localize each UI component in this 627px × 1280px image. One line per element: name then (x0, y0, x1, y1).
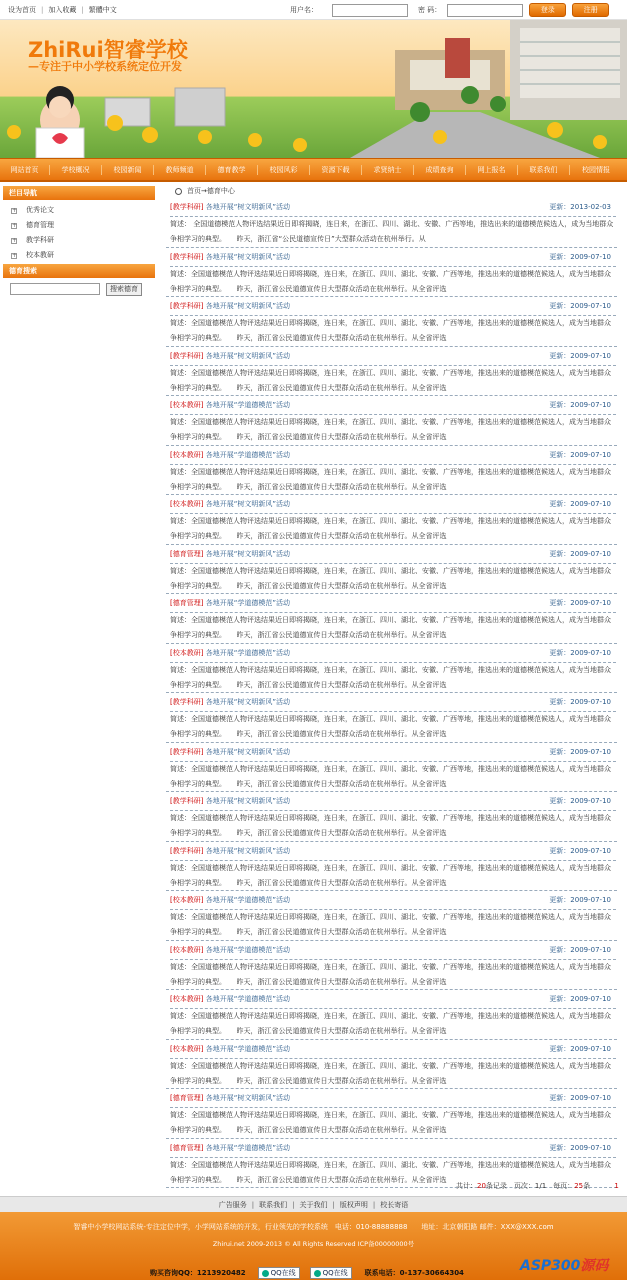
article-summary: 简述：全国道德模范人物评选结果近日即将揭晓，连日来，在浙江、四川、湖北、安徽、广西等地，推选出来的道德模范候选人，成为当地群众争相学习的典型。 昨天，浙江省公民道德宣传日大型群众活动在杭州举行。从全省评选 (170, 612, 616, 643)
article-title-link[interactable] (170, 796, 290, 806)
password-label: 密 码： (418, 6, 442, 14)
article-summary: 简述：全国道德模范人物评选结果近日即将揭晓，连日来，在浙江、四川、湖北、安徽、广西等地，推选出来的道德模范候选人，成为当地群众争相学习的典型。 昨天，浙江省公民道德宣传日大型群众活动在杭州举行。从全省评选 (170, 414, 616, 445)
pager-per-page: 25 (574, 1182, 584, 1190)
article-date: 更新：2009-07-10 (549, 302, 611, 310)
article-category[interactable]: [德育管理] (170, 1094, 204, 1102)
contact-phone: 联系电话：0-137-30664304 (364, 1269, 464, 1277)
article-title-link[interactable] (170, 846, 290, 856)
article-category[interactable]: [教学科研] (170, 797, 204, 805)
article-summary: 简述：全国道德模范人物评选结果近日即将揭晓，连日来，在浙江、四川、湖北、安徽、广西等地，推选出来的道德模范候选人，成为当地群众争相学习的典型。 昨天，浙江省公民道德宣传日大型群众活动在杭州举行。从全省评选 (170, 959, 616, 990)
article-title-link[interactable] (170, 202, 290, 212)
qq-online-button-2[interactable] (310, 1267, 352, 1279)
password-input[interactable] (447, 4, 523, 17)
article-title-link[interactable] (170, 648, 290, 658)
main-content (166, 184, 617, 1188)
sidebar-item-moral[interactable] (3, 218, 155, 233)
top-bar (0, 0, 627, 20)
footer-links (0, 1196, 627, 1212)
article-date: 更新：2009-07-10 (549, 599, 611, 607)
plus-icon: + (12, 221, 18, 229)
article-summary: 简述：全国道德模范人物评选结果近日即将揭晓，连日来，在浙江、四川、湖北、安徽、广西等地，推选出来的道德模范候选人，成为当地群众争相学习的典型。 昨天，浙江省公民道德宣传日大型群众活动在杭州举行。从全省评选 (170, 513, 616, 544)
pager-per-page-label: 条 (583, 1182, 591, 1190)
article-title[interactable]: 各地开展“树文明新风”活动 (205, 797, 290, 805)
article-summary: 简述：全国道德模范人物评选结果近日即将揭晓，连日来，在浙江、四川、湖北、安徽、广西等地，推选出来的道德模范候选人，成为当地群众争相学习的典型。 昨天，浙江省公民道德宣传日大型群众活动在杭州举行。从全省评选 (170, 1107, 616, 1138)
school-logo: ZhiRui智睿学校 (28, 38, 188, 62)
article-title-link[interactable] (170, 697, 290, 707)
qq-label: 购买咨询QQ：1213920482 (150, 1269, 246, 1277)
login-bar (290, 2, 609, 18)
article-item (166, 990, 617, 1040)
sidebar-item-papers[interactable] (3, 203, 155, 218)
register-button[interactable]: 注册 (572, 3, 609, 17)
asp300-logo (520, 1255, 608, 1275)
article-item (166, 297, 617, 347)
nav-campus-style[interactable]: 校园风彩 (258, 165, 310, 175)
article-summary: 简述：全国道德模范人物评选结果近日即将揭晓，连日来，在浙江、四川、湖北、安徽、广西等地，推选出来的道德模范候选人，成为当地群众争相学习的典型。 昨天，浙江省公民道德宣传日大型群众活动在杭州举行。从全省评选 (170, 711, 616, 742)
main-nav (0, 158, 627, 182)
article-item (166, 545, 617, 595)
article-summary: 简述： 全国道德模范人物评选结果近日即将揭晓，连日来，在浙江、四川、湖北、安徽、广西等地，推选出来的道德模范候选人，成为当地群众争相学习的典型。 昨天，浙江省“公民道德宣传日”大型群众活动在杭州举行。从 (170, 216, 616, 247)
sidebar-item-label: 优秀论文 (26, 206, 54, 214)
username-label: 用户名： (290, 6, 318, 14)
article-category[interactable]: [校本教研] (170, 450, 204, 459)
article-item (166, 644, 617, 694)
article-category[interactable]: [德育管理] (170, 599, 204, 607)
nav-school-overview[interactable]: 学校概况 (50, 165, 102, 175)
article-summary: 简述：全国道德模范人物评选结果近日即将揭晓，连日来，在浙江、四川、湖北、安徽、广西等地，推选出来的道德模范候选人，成为当地群众争相学习的典型。 昨天，浙江省公民道德宣传日大型群众活动在杭州举行。从全省评选 (170, 1058, 616, 1089)
set-homepage-link[interactable]: 设为首页 (8, 6, 36, 14)
login-button[interactable]: 登录 (529, 3, 566, 17)
footer-contact (150, 1267, 464, 1279)
article-title-link[interactable] (170, 450, 290, 460)
article-date: 更新：2009-07-10 (549, 896, 611, 904)
article-category[interactable]: [教学科研] (170, 351, 204, 360)
article-category[interactable]: [校本教研] (170, 945, 204, 954)
article-item (166, 842, 617, 892)
article-category[interactable]: [教学科研] (170, 747, 204, 756)
footer-link-contact[interactable]: 联系我们 (259, 1200, 288, 1209)
sidebar-item-schoolbased[interactable] (3, 248, 155, 263)
add-favorite-link[interactable]: 加入收藏 (48, 6, 77, 14)
nav-moral-teaching[interactable]: 德育教学 (206, 165, 258, 175)
sidebar (3, 186, 155, 300)
qq-button-label: QQ在线 (270, 1269, 296, 1277)
article-title-link[interactable] (170, 598, 290, 608)
article-item (166, 396, 617, 446)
plus-icon: + (12, 251, 18, 259)
sidebar-item-research[interactable] (3, 233, 155, 248)
article-item (166, 198, 617, 248)
nav-campus-info[interactable]: 校园情报 (582, 166, 610, 174)
article-title-link[interactable] (170, 1044, 290, 1054)
article-category[interactable]: [教学科研] (170, 846, 204, 855)
article-date: 更新：2009-07-10 (549, 252, 611, 261)
article-summary: 简述：全国道德模范人物评选结果近日即将揭晓，连日来，在浙江、四川、湖北、安徽、广西等地，推选出来的道德模范候选人，成为当地群众争相学习的典型。 昨天，浙江省公民道德宣传日大型群众活动在杭州举行。从全省评选 (170, 662, 616, 693)
article-summary: 简述：全国道德模范人物评选结果近日即将揭晓，连日来，在浙江、四川、湖北、安徽、广西等地，推选出来的道德模范候选人，成为当地群众争相学习的典型。 昨天，浙江省公民道德宣传日大型群众活动在杭州举行。从全省评选 (170, 860, 616, 891)
sidebar-item-label: 校本教研 (26, 251, 54, 259)
article-date: 更新：2009-07-10 (549, 1044, 611, 1053)
article-summary: 简述：全国道德模范人物评选结果近日即将揭晓，连日来，在浙江、四川、湖北、安徽、广西等地，推选出来的道德模范候选人，成为当地群众争相学习的典型。 昨天，浙江省公民道德宣传日大型群众活动在杭州举行。从全省评选 (170, 909, 616, 940)
sidebar-search (3, 278, 155, 300)
search-button[interactable]: 搜索德育 (106, 283, 142, 296)
article-title-link[interactable] (170, 549, 290, 559)
pager-page-link[interactable]: 1 (614, 1182, 619, 1190)
article-category[interactable]: [校本教研] (170, 401, 204, 409)
article-date: 更新：2009-07-10 (549, 698, 611, 706)
article-title-link[interactable] (170, 301, 290, 311)
footer-copyright: Zhirui.net 2009-2013 © All Rights Reserved ICP备00000000号 (212, 1240, 415, 1248)
article-title[interactable]: 各地开展“学道德模范”活动 (205, 599, 290, 607)
separator: | (292, 1200, 295, 1209)
qq-online-button[interactable] (258, 1267, 300, 1279)
article-date: 更新：2009-07-10 (549, 351, 611, 360)
article-item (166, 248, 617, 298)
nav-grade-query[interactable]: 成绩查询 (414, 165, 466, 175)
plus-icon: + (12, 206, 18, 214)
breadcrumb (166, 184, 617, 198)
pager-total: 20 (477, 1182, 486, 1190)
nav-recruitment[interactable]: 求贤纳士 (362, 165, 414, 175)
article-title[interactable]: 各地开展“学道德模范”活动 (205, 450, 290, 459)
article-date: 更新：2009-07-10 (549, 648, 611, 657)
plus-icon: + (12, 236, 18, 244)
article-date: 更新：2009-07-10 (549, 846, 611, 855)
article-title-link[interactable] (170, 252, 290, 262)
footer-link-principal[interactable]: 校长寄语 (380, 1200, 409, 1209)
search-input[interactable] (10, 283, 100, 295)
article-item (166, 594, 617, 644)
article-date: 更新：2009-07-10 (549, 1143, 611, 1152)
article-title[interactable]: 各地开展“树文明新风”活动 (205, 203, 290, 211)
article-list (166, 198, 617, 1188)
article-title[interactable]: 各地开展“树文明新风”活动 (205, 698, 290, 706)
article-summary: 简述：全国道德模范人物评选结果近日即将揭晓，连日来，在浙江、四川、湖北、安徽、广西等地，推选出来的道德模范候选人，成为当地群众争相学习的典型。 昨天，浙江省公民道德宣传日大型群众活动在杭州举行。从全省评选 (170, 810, 616, 841)
article-date: 更新：2009-07-10 (549, 549, 611, 558)
article-item (166, 446, 617, 496)
qq-button-label: QQ在线 (322, 1269, 348, 1277)
nav-online-enroll[interactable]: 网上报名 (466, 165, 518, 175)
article-title-link[interactable] (170, 747, 290, 757)
circle-icon (175, 188, 182, 195)
article-title-link[interactable] (170, 895, 290, 905)
article-date: 更新：2013-02-03 (549, 203, 611, 211)
separator: | (81, 6, 84, 14)
username-input[interactable] (332, 4, 408, 17)
article-category[interactable]: [校本教研] (170, 648, 204, 657)
separator: | (372, 1200, 376, 1209)
article-title[interactable]: 各地开展“树文明新风”活动 (205, 549, 290, 558)
sidebar-nav-title: 栏目导航 (3, 186, 155, 200)
article-summary: 简述：全国道德模范人物评选结果近日即将揭晓，连日来，在浙江、四川、湖北、安徽、广西等地，推选出来的道德模范候选人，成为当地群众争相学习的典型。 昨天，浙江省公民道德宣传日大型群众活动在杭州举行。从全省评选 (170, 266, 616, 297)
qq-icon (314, 1270, 321, 1277)
article-date: 更新：2009-07-10 (549, 401, 611, 409)
article-title[interactable]: 各地开展“学道德模范”活动 (205, 995, 290, 1003)
top-links (8, 5, 117, 15)
article-title-link[interactable] (170, 994, 290, 1004)
article-title-link[interactable] (170, 1143, 290, 1153)
article-summary: 简述：全国道德模范人物评选结果近日即将揭晓，连日来，在浙江、四川、湖北、安徽、广西等地，推选出来的道德模范候选人，成为当地群众争相学习的典型。 昨天，浙江省公民道德宣传日大型群众活动在杭州举行。从全省评选 (170, 315, 616, 346)
separator: | (41, 6, 44, 14)
article-summary: 简述：全国道德模范人物评选结果近日即将揭晓，连日来，在浙江、四川、湖北、安徽、广西等地，推选出来的道德模范候选人，成为当地群众争相学习的典型。 昨天，浙江省公民道德宣传日大型群众活动在杭州举行。从全省评选 (170, 365, 616, 396)
article-item (166, 941, 617, 991)
article-title-link[interactable] (170, 1093, 290, 1103)
article-title[interactable]: 各地开展“树文明新风”活动 (205, 252, 290, 261)
breadcrumb-text: 首页→德育中心 (187, 187, 235, 195)
article-date: 更新：2009-07-10 (549, 747, 611, 756)
footer-link-ads[interactable]: 广告服务 (218, 1200, 247, 1209)
article-title[interactable]: 各地开展“学道德模范”活动 (205, 945, 290, 954)
article-item (166, 1089, 617, 1139)
article-item (166, 693, 617, 743)
article-date: 更新：2009-07-10 (549, 1094, 611, 1102)
article-title[interactable]: 各地开展“树文明新风”活动 (205, 351, 290, 360)
article-category[interactable]: [校本教研] (170, 500, 204, 508)
article-title-link[interactable] (170, 945, 290, 955)
article-category[interactable]: [校本教研] (170, 1044, 204, 1053)
article-date: 更新：2009-07-10 (549, 500, 611, 508)
footer-link-about[interactable]: 关于我们 (299, 1200, 328, 1209)
sidebar-item-label: 德育管理 (26, 221, 54, 229)
qq-icon (262, 1270, 269, 1277)
article-title[interactable]: 各地开展“学道德模范”活动 (205, 401, 290, 409)
article-title[interactable]: 各地开展“树文明新风”活动 (205, 747, 290, 756)
separator: | (251, 1200, 255, 1209)
article-title[interactable]: 各地开展“树文明新风”活动 (205, 302, 290, 310)
article-date: 更新：2009-07-10 (549, 995, 611, 1003)
article-category[interactable]: [德育管理] (170, 549, 204, 558)
school-slogan: —专注于中小学校系统定位开发 (28, 60, 182, 73)
article-item (166, 495, 617, 545)
article-summary: 简述：全国道德模范人物评选结果近日即将揭晓，连日来，在浙江、四川、湖北、安徽、广西等地，推选出来的道德模范候选人，成为当地群众争相学习的典型。 昨天，浙江省公民道德宣传日大型群众活动在杭州举行。从全省评选 (170, 464, 616, 495)
article-item (166, 891, 617, 941)
article-summary: 简述：全国道德模范人物评选结果近日即将揭晓，连日来，在浙江、四川、湖北、安徽、广西等地，推选出来的道德模范候选人，成为当地群众争相学习的典型。 昨天，浙江省公民道德宣传日大型群众活动在杭州举行。从全省评选 (170, 1008, 616, 1039)
nav-home[interactable]: 网站首页 (0, 165, 50, 175)
article-title-link[interactable] (170, 400, 290, 410)
article-category[interactable]: [教学科研] (170, 252, 204, 261)
asp300-logo-suffix: 源码 (580, 1258, 609, 1274)
footer-link-copyright[interactable]: 版权声明 (339, 1200, 368, 1209)
traditional-chinese-link[interactable]: 繁體中文 (88, 6, 117, 14)
article-title[interactable]: 各地开展“学道德模范”活动 (205, 648, 290, 657)
asp300-logo-text: ASP300 (520, 1258, 581, 1274)
article-item (166, 347, 617, 397)
separator: | (332, 1200, 335, 1209)
article-title-link[interactable] (170, 351, 290, 361)
nav-contact[interactable]: 联系我们 (518, 165, 570, 175)
article-category[interactable]: [校本教研] (170, 995, 204, 1003)
article-summary: 简述：全国道德模范人物评选结果近日即将揭晓，连日来，在浙江、四川、湖北、安徽、广西等地，推选出来的道德模范候选人，成为当地群众争相学习的典型。 昨天，浙江省公民道德宣传日大型群众活动在杭州举行。从全省评选 (170, 563, 616, 594)
article-category[interactable]: [德育管理] (170, 1143, 204, 1152)
pager-total-label: 共计： (456, 1182, 477, 1190)
nav-teacher-channel[interactable]: 教师频道 (154, 165, 206, 175)
article-date: 更新：2009-07-10 (549, 797, 611, 805)
banner (0, 20, 627, 158)
article-title[interactable]: 各地开展“学道德模范”活动 (205, 896, 290, 904)
nav-downloads[interactable]: 资源下载 (310, 165, 362, 175)
article-item (166, 1040, 617, 1090)
article-title[interactable]: 各地开展“学道德模范”活动 (205, 1044, 290, 1053)
article-title[interactable]: 各地开展“树文明新风”活动 (205, 500, 290, 508)
article-category[interactable]: [教学科研] (170, 698, 204, 706)
article-title-link[interactable] (170, 499, 290, 509)
article-summary: 简述：全国道德模范人物评选结果近日即将揭晓，连日来，在浙江、四川、湖北、安徽、广西等地，推选出来的道德模范候选人，成为当地群众争相学习的典型。 昨天，浙江省公民道德宣传日大型群众活动在杭州举行。从全省评选 (170, 761, 616, 792)
article-item (166, 743, 617, 793)
article-category[interactable]: [教学科研] (170, 203, 204, 211)
article-category[interactable]: [校本教研] (170, 896, 204, 904)
article-date: 更新：2009-07-10 (549, 450, 611, 459)
article-title[interactable]: 各地开展“树文明新风”活动 (205, 846, 290, 855)
sidebar-search-title: 德育搜索 (3, 264, 155, 278)
article-date: 更新：2009-07-10 (549, 945, 611, 954)
article-item (166, 792, 617, 842)
article-title[interactable]: 各地开展“树文明新风”活动 (205, 1094, 290, 1102)
pager (456, 1181, 619, 1191)
pager-info: 条记录 页次：1/1 每页： (485, 1182, 575, 1190)
article-summary: 简述：全国道德模范人物评选结果近日即将揭晓，连日来，在浙江、四川、湖北、安徽、广西等地，推选出来的道德模范候选人，成为当地群众争相学习的典型。 昨天，浙江省公民道德宣传日大型群众活动在杭州举行。从全省评选 (170, 1157, 616, 1188)
footer-info: 智睿中小学校网站系统-专注定位中学，小学网站系统的开发，行业领先的学校系统 电话：010-88888888 地址：北京朝阳路 邮件：XXX@XXX.com (73, 1223, 554, 1231)
article-title[interactable]: 各地开展“学道德模范”活动 (205, 1143, 290, 1152)
nav-campus-news[interactable]: 校园新闻 (102, 165, 154, 175)
article-category[interactable]: [教学科研] (170, 302, 204, 310)
sidebar-item-label: 教学科研 (26, 236, 54, 244)
